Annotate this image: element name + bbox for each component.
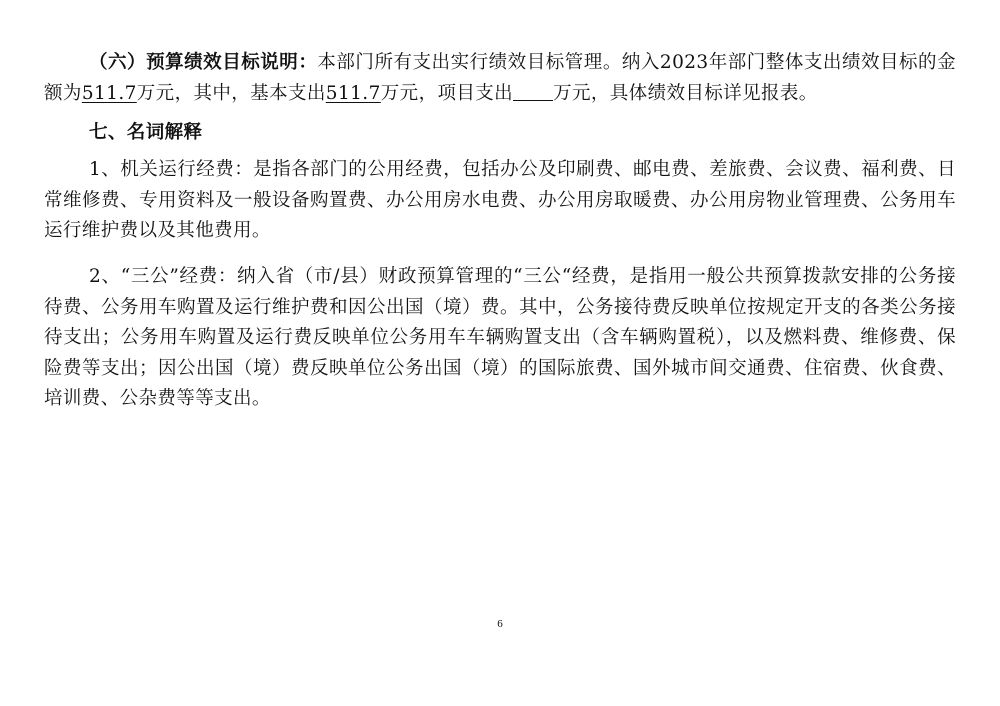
section6-text2: 万元，其中，基本支出 (136, 82, 326, 104)
section6-text3: 万元，项目支出 (380, 82, 514, 104)
amount-total: 511.7 (81, 82, 137, 104)
section6-heading: （六）预算绩效目标说明： (89, 52, 318, 73)
performance-goal-paragraph (44, 48, 956, 109)
amount-project-blank (513, 82, 553, 101)
term-definition-2: 2、“三公”经费：纳入省（市/县）财政预算管理的“三公“经费，是指用一般公共预算拨款安排的公务接待费、公务用车购置及运行维护费和因公出国（境）费。其中，公务接待费反映单位按规定开支的各类公务接待支出；公务用车购置及运行费反映单位公务用车车辆购置支出（含车辆购置税），以及燃料费、维修费、保险费等支出；因公出国（境）费反映单位公务出国（境）的国际旅费、国外城市间交通费、住宿费、伙食费、培训费、公杂费等等支出。 (44, 266, 956, 409)
amount-basic: 511.7 (325, 82, 381, 104)
section6-text1: 本部门所有支出实行绩效目标管理。纳入2023年部门整体支出绩效目标的金额为 (44, 52, 956, 104)
page-number: 6 (497, 618, 503, 630)
term-definition-1: 1、机关运行经费：是指各部门的公用经费，包括办公及印刷费、邮电费、差旅费、会议费、福利费、日常维修费、专用资料及一般设备购置费、办公用房水电费、办公用房取暖费、办公用房物业管理费、公务用车运行维护费以及其他费用。 (44, 159, 956, 241)
section6-text4: 万元，具体绩效目标详见报表。 (553, 82, 818, 104)
section7-heading: 七、名词解释 (89, 122, 203, 143)
